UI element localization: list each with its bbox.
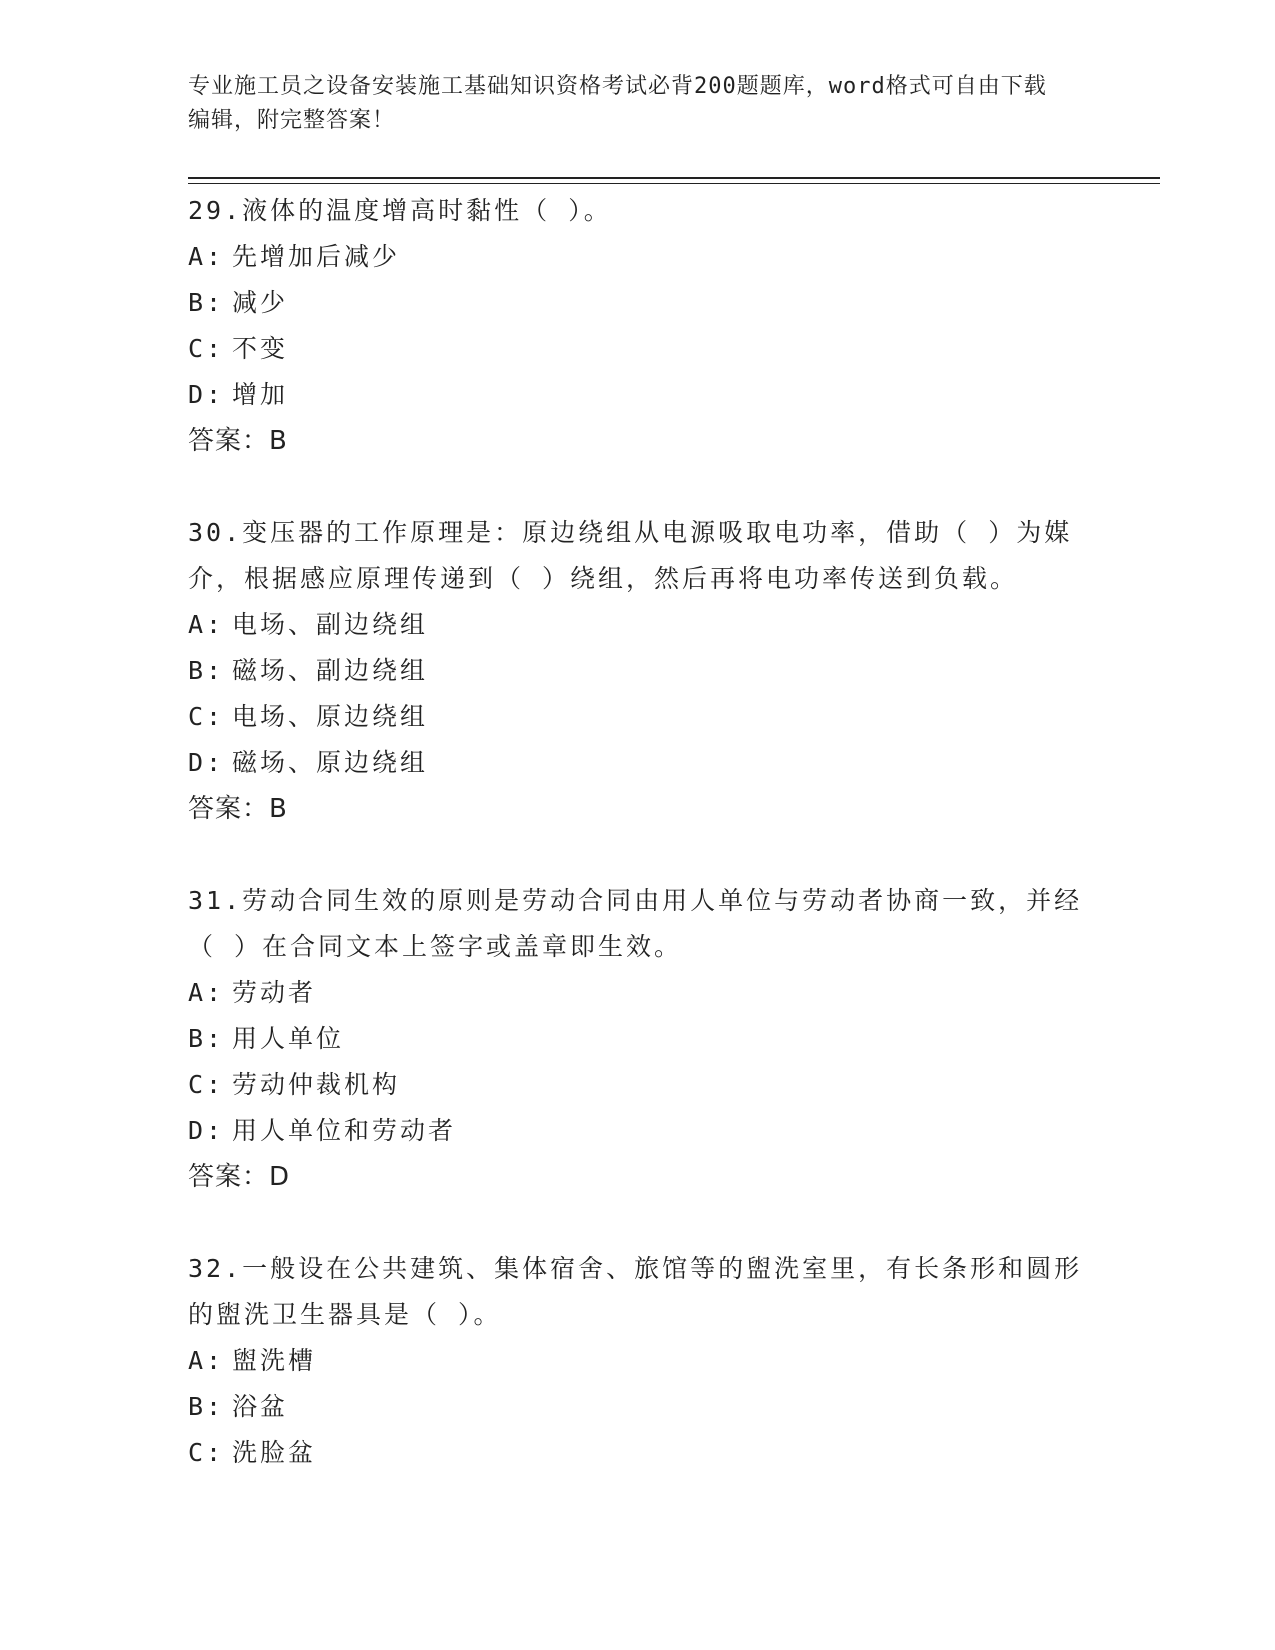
option-text: 浴盆 — [232, 1392, 289, 1421]
option-letter: C: — [188, 1438, 225, 1467]
option-letter: B: — [188, 1392, 225, 1421]
option-text: 磁场、副边绕组 — [232, 656, 429, 685]
question-text: 29.液体的温度增高时黏性（ ）。 — [188, 196, 612, 225]
option-letter: D: — [188, 1116, 225, 1145]
option-letter: D: — [188, 380, 225, 409]
option-text: 劳动者 — [232, 978, 317, 1007]
option-text: 电场、原边绕组 — [232, 702, 429, 731]
option-letter: C: — [188, 1070, 225, 1099]
option-text: 用人单位 — [232, 1024, 345, 1053]
option-c — [188, 326, 1088, 372]
option-letter: A: — [188, 610, 225, 639]
option-letter: D: — [188, 748, 225, 777]
option-a — [188, 1338, 1088, 1384]
option-letter: B: — [188, 656, 225, 685]
answer-line: 答案：B — [188, 794, 288, 824]
option-a — [188, 970, 1088, 1016]
header-divider-thick — [188, 177, 1160, 179]
option-letter: C: — [188, 334, 225, 363]
option-c — [188, 1430, 1088, 1476]
option-text: 增加 — [232, 380, 289, 409]
option-text: 电场、副边绕组 — [232, 610, 429, 639]
question-text: 32.一般设在公共建筑、集体宿舍、旅馆等的盥洗室里，有长条形和圆形的盥洗卫生器具是（ ）。 — [188, 1254, 1083, 1329]
header-divider-thin — [188, 183, 1160, 184]
option-d — [188, 1108, 1088, 1154]
option-c — [188, 1062, 1088, 1108]
option-b — [188, 1016, 1088, 1062]
question-text: 31.劳动合同生效的原则是劳动合同由用人单位与劳动者协商一致，并经（ ）在合同文本上签字或盖章即生效。 — [188, 886, 1083, 961]
option-text: 磁场、原边绕组 — [232, 748, 429, 777]
option-c — [188, 694, 1088, 740]
option-text: 减少 — [232, 288, 289, 317]
option-text: 盥洗槽 — [232, 1346, 317, 1375]
option-text: 洗脸盆 — [232, 1438, 317, 1467]
option-d — [188, 740, 1088, 786]
option-letter: A: — [188, 242, 225, 271]
option-letter: A: — [188, 978, 225, 1007]
question-29 — [188, 188, 1088, 464]
option-b — [188, 280, 1088, 326]
option-a — [188, 602, 1088, 648]
question-list — [188, 188, 1088, 1522]
option-text: 用人单位和劳动者 — [232, 1116, 457, 1145]
option-letter: C: — [188, 702, 225, 731]
option-letter: B: — [188, 1024, 225, 1053]
option-text: 劳动仲裁机构 — [232, 1070, 401, 1099]
document-header: 专业施工员之设备安装施工基础知识资格考试必背200题题库，word格式可自由下载编辑，附完整答案！ — [188, 74, 1047, 133]
option-text: 不变 — [232, 334, 289, 363]
question-31 — [188, 878, 1088, 1200]
option-text: 先增加后减少 — [232, 242, 401, 271]
answer-line: 答案：D — [188, 1162, 291, 1192]
option-b — [188, 1384, 1088, 1430]
option-b — [188, 648, 1088, 694]
question-text: 30.变压器的工作原理是：原边绕组从电源吸取电功率，借助（ ）为媒介，根据感应原理传递到（ ）绕组，然后再将电功率传送到负载。 — [188, 518, 1073, 593]
option-d — [188, 372, 1088, 418]
option-a — [188, 234, 1088, 280]
answer-line: 答案：B — [188, 426, 288, 456]
question-30 — [188, 510, 1088, 832]
question-32 — [188, 1246, 1088, 1476]
option-letter: A: — [188, 1346, 225, 1375]
option-letter: B: — [188, 288, 225, 317]
